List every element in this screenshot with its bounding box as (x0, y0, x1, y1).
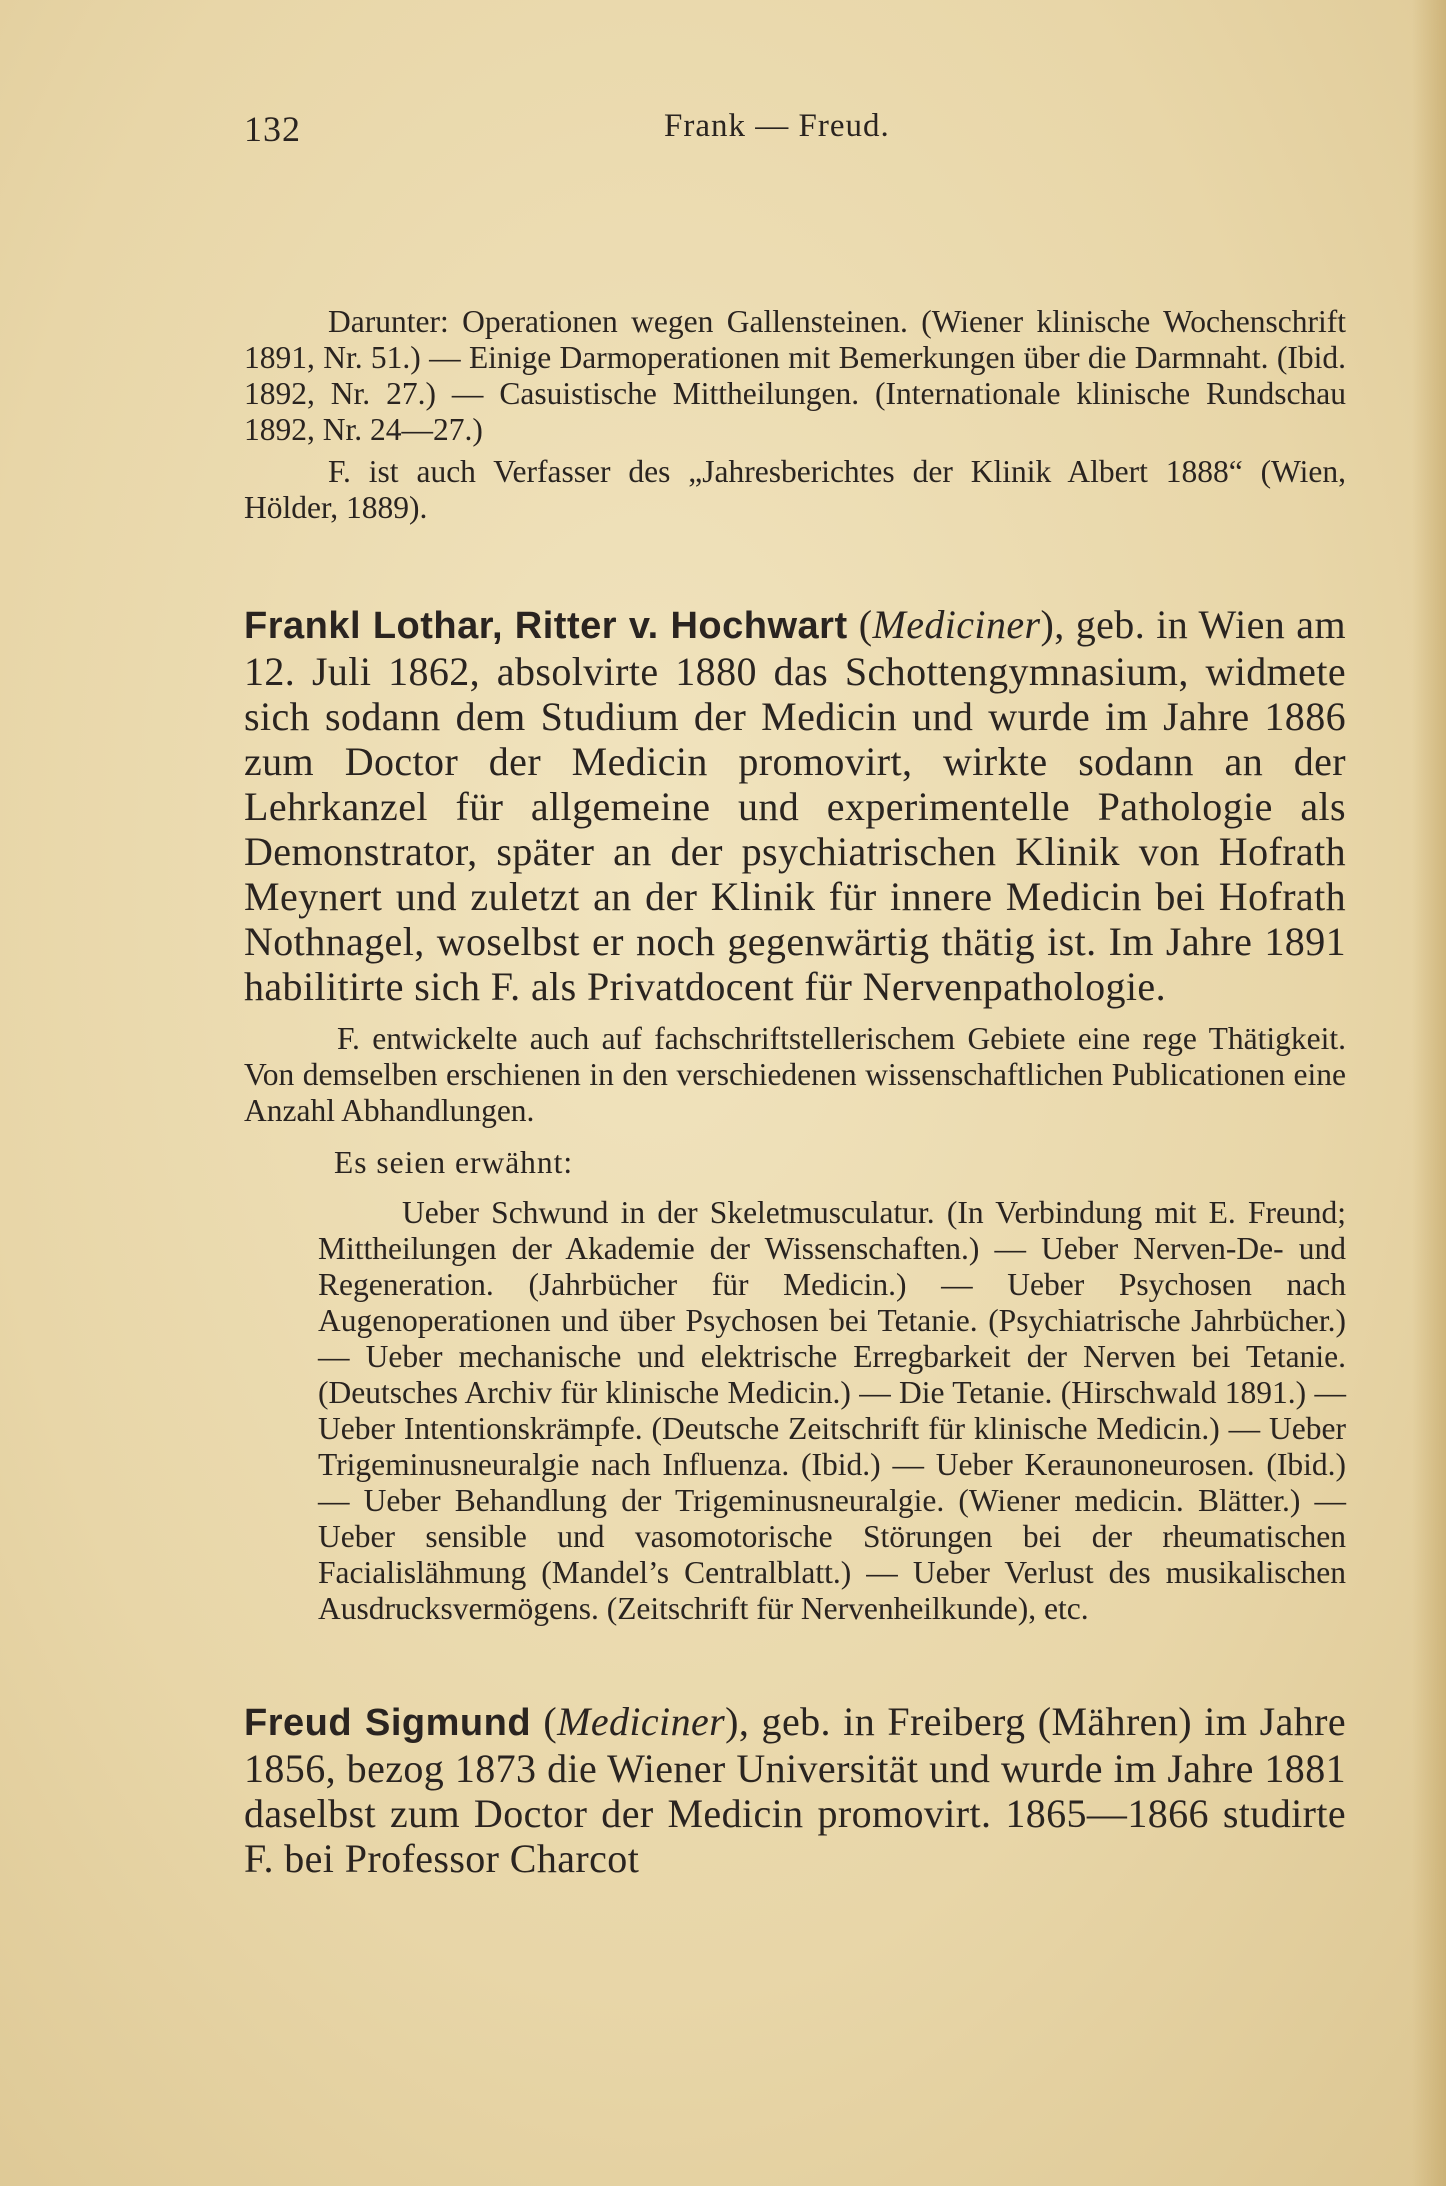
frank-note-paragraph: F. ist auch Verfasser des „Jahresberichtes der Klinik Albert 1888“ (Wien, Hölder, 1889). (244, 454, 1346, 525)
frankl-name: Frankl Lothar, Ritter v. Hochwart (244, 605, 848, 647)
page-number: 132 (244, 109, 301, 149)
page-header (244, 100, 1346, 160)
page-edge-shadow (1412, 0, 1446, 2186)
running-title: Frank — Freud. (664, 108, 890, 144)
frank-works-paragraph: Darunter: Operationen wegen Gallensteinen. (Wiener klinische Wochenschrift 1891, Nr. 51.) — Einige Darmoperationen mit Bemerkungen über die Darmnaht. (Ibid. 1892, Nr. 27.) — Casuistische Mittheilungen. (Internationale klinische Rundschau 1892, Nr. 24—27.) (244, 304, 1346, 447)
frankl-bio: , geb. in Wien am 12. Juli 1862, absolvirte 1880 das Schottengymnasium, widmete sich sodann dem Studium der Medicin und wurde im Jahre 1886 zum Doctor der Medicin promovirt, wirkte sodann an der Lehrkanzel für allgemeine und experimentelle Pathologie als Demonstrator, später an der psychiatrischen Klinik von Hofrath Meynert und zuletzt an der Klinik für innere Medicin bei Hofrath Nothnagel, woselbst er noch gegenwärtig thätig ist. Im Jahre 1891 habilitirte sich F. als Privatdocent für Nervenpathologie. (244, 602, 1346, 1009)
frankl-activity-paragraph: F. entwickelte auch auf fachschriftstellerischem Gebiete eine rege Thätigkeit. Von demselben erschienen in den verschiedenen wissenschaftlichen Publicationen eine Anzahl Abhandlungen. (244, 1021, 1346, 1128)
book-page (244, 100, 1346, 1881)
freud-name: Freud Sigmund (244, 1702, 532, 1744)
frankl-entry: Frankl Lothar, Ritter v. Hochwart (Mediciner), geb. in Wien am 12. Juli 1862, absolvirte 1880 das Schottengymnasium, widmete sich sodann dem Studium der Medicin und wurde im Jahre 1886 zum Doctor der Medicin promovirt, wirkte sodann an der Lehrkanzel für allgemeine und experimentelle Pathologie als Demonstrator, später an der psychiatrischen Klinik von Hofrath Meynert und zuletzt an der Klinik für innere Medicin bei Hofrath Nothnagel, woselbst er noch gegenwärtig thätig ist. Im Jahre 1891 habilitirte sich F. als Privatdocent für Nervenpathologie. (244, 602, 1346, 1009)
frankl-mentioned-label: Es seien erwähnt: (334, 1145, 574, 1180)
freud-bio: , geb. in Freiberg (Mähren) im Jahre 1856, bezog 1873 die Wiener Universität und wurde im Jahre 1881 daselbst zum Doctor der Medicin promovirt. 1865—1866 studirte F. bei Professor Charcot (244, 1699, 1346, 1881)
freud-profession: Mediciner (557, 1699, 726, 1744)
freud-entry: Freud Sigmund (Mediciner), geb. in Freiberg (Mähren) im Jahre 1856, bezog 1873 die Wiener Universität und wurde im Jahre 1881 daselbst zum Doctor der Medicin promovirt. 1865—1866 studirte F. bei Professor Charcot (244, 1699, 1346, 1881)
frankl-profession: Mediciner (872, 602, 1041, 647)
frankl-works-list: Ueber Schwund in der Skeletmusculatur. (In Verbindung mit E. Freund; Mittheilungen der Akademie der Wissenschaften.) — Ueber Nerven-De- und Regeneration. (Jahrbücher für Medicin.) — Ueber Psychosen nach Augenoperationen und über Psychosen bei Tetanie. (Psychiatrische Jahrbücher.) — Ueber mechanische und elektrische Erregbarkeit der Nerven bei Tetanie. (Deutsches Archiv für klinische Medicin.) — Die Tetanie. (Hirschwald 1891.) — Ueber Intentionskrämpfe. (Deutsche Zeitschrift für klinische Medicin.) — Ueber Trigeminusneuralgie nach Influenza. (Ibid.) — Ueber Keraunoneurosen. (Ibid.) — Ueber Behandlung der Trigeminusneuralgie. (Wiener medicin. Blätter.) — Ueber sensible und vasomotorische Störungen bei der rheumatischen Facialislähmung (Mandel’s Centralblatt.) — Ueber Verlust des musikalischen Ausdrucksvermögens. (Zeitschrift für Nervenheilkunde), etc. (318, 1195, 1346, 1626)
